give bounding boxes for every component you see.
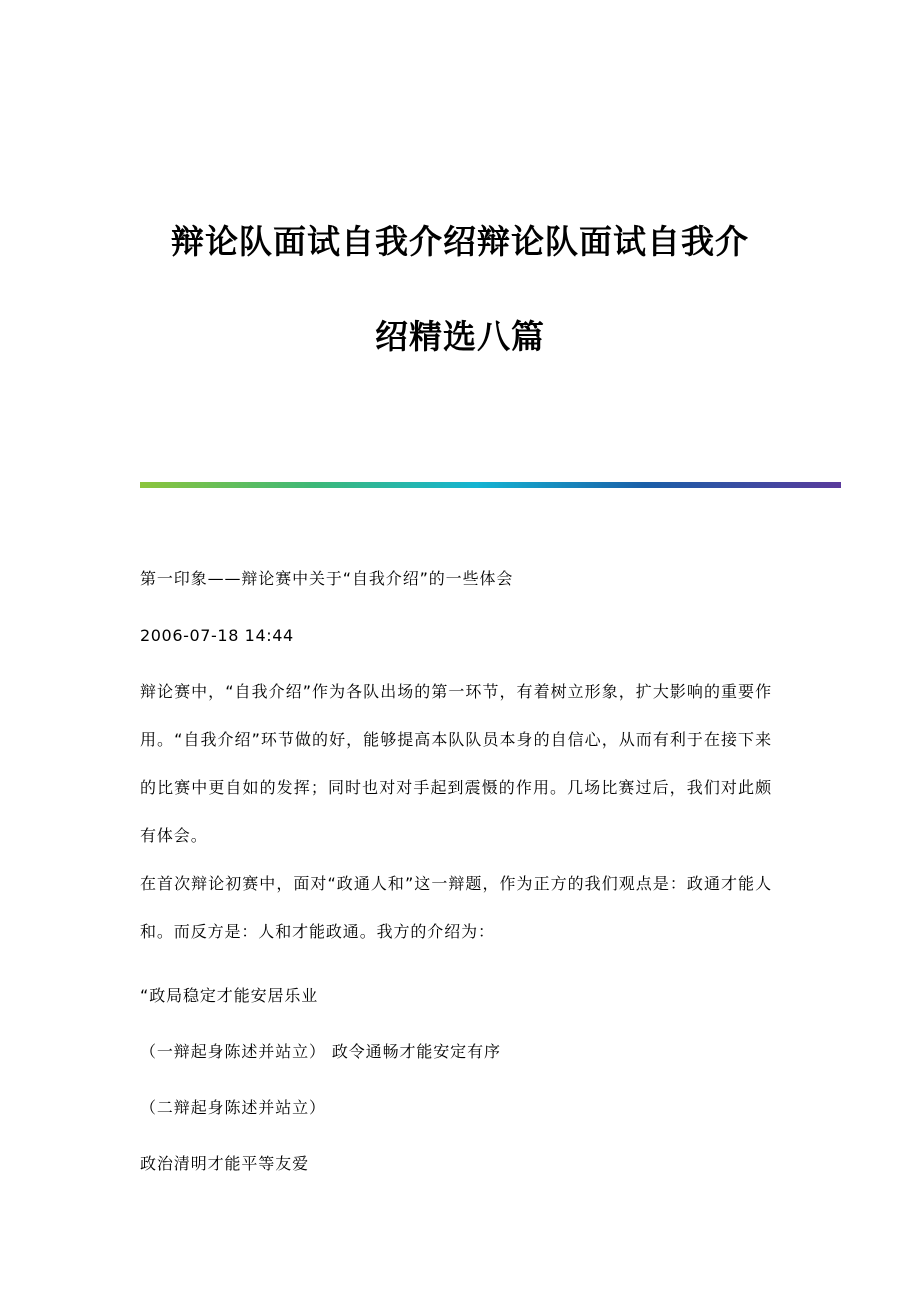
paragraph-5: （二辩起身陈述并站立） xyxy=(140,1098,326,1117)
paragraph-3: “政局稳定才能安居乐业 xyxy=(140,986,319,1005)
paragraph-2: 在首次辩论初赛中，面对“政通人和”这一辩题，作为正方的我们观点是：政通才能人和。而反方是：人和才能政通。我方的介绍为： xyxy=(140,874,772,941)
paragraph-1: 辩论赛中，“自我介绍”作为各队出场的第一环节，有着树立形象，扩大影响的重要作用。“自我介绍”环节做的好，能够提高本队队员本身的自信心，从而有利于在接下来的比赛中更自如的发挥；同时也对对手起到震慑的作用。几场比赛过后，我们对此颇有体会。 xyxy=(140,682,772,845)
article-heading: 第一印象——辩论赛中关于“自我介绍”的一些体会 xyxy=(140,569,514,588)
document-title-line-1: 辩论队面试自我介绍辩论队面试自我介 xyxy=(171,222,749,261)
article-date: 2006-07-18 14:44 xyxy=(140,626,294,645)
document-title-line-2: 绍精选八篇 xyxy=(375,317,545,356)
paragraph-4: （一辩起身陈述并站立） 政令通畅才能安定有序 xyxy=(140,1042,501,1061)
paragraph-6: 政治清明才能平等友爱 xyxy=(140,1154,310,1173)
gradient-divider xyxy=(140,482,841,488)
